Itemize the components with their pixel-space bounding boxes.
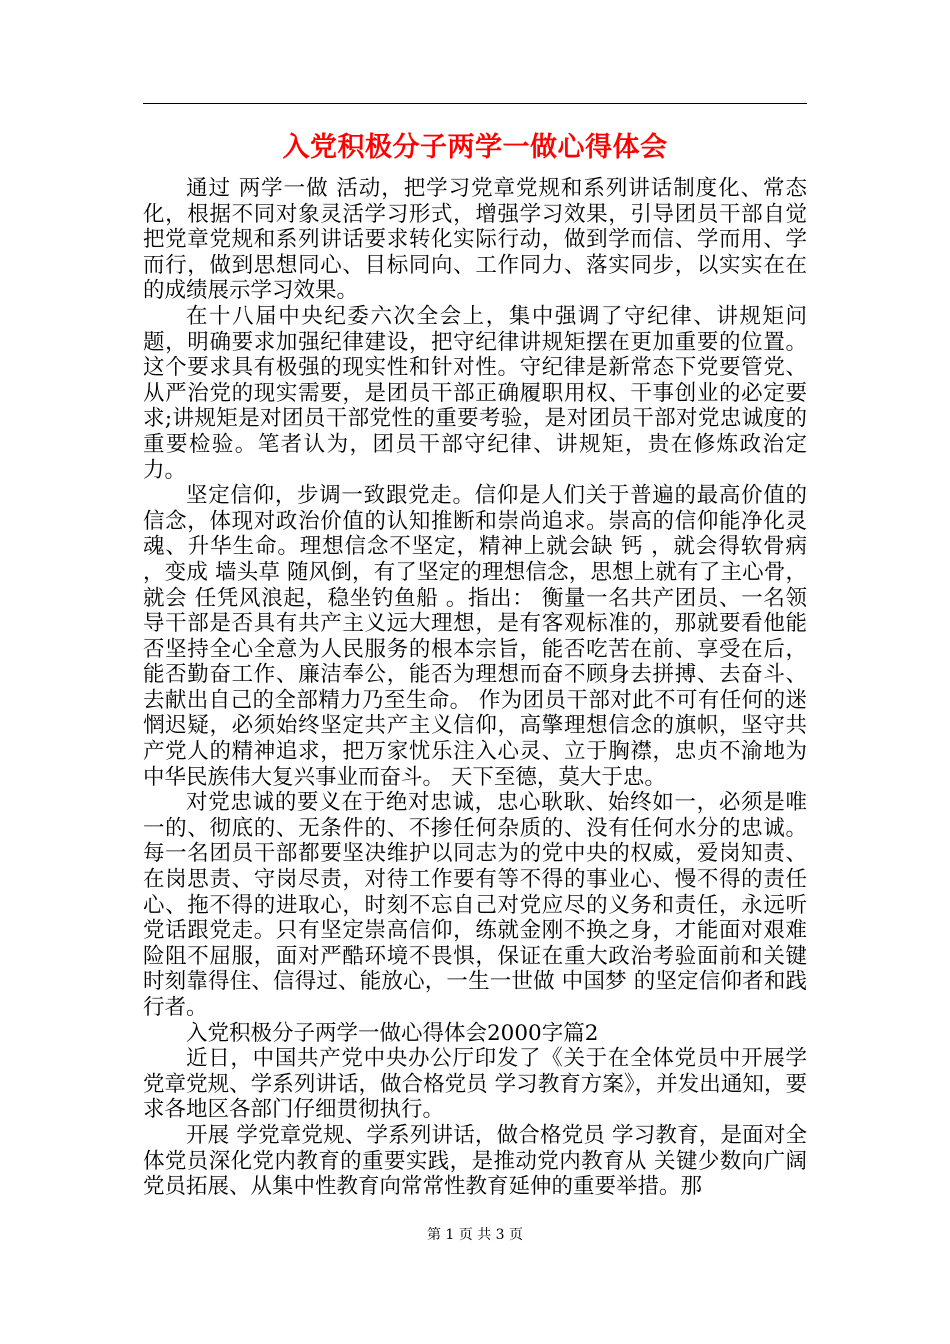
paragraph-1: 通过 两学一做 活动，把学习党章党规和系列讲话制度化、常态化，根据不同对象灵活学习形式，增强学习效果，引导团员干部自觉把党章党规和系列讲话要求转化实际行动，做到学而信、学而用、学而行，做到思想同心、目标同向、工作同力、落实同步，以实实在在的成绩展示学习效果。	[143, 176, 807, 304]
paragraph-4: 对党忠诚的要义在于绝对忠诚，忠心耿耿、始终如一，必须是唯一的、彻底的、无条件的、不掺任何杂质的、没有任何水分的忠诚。每一名团员干部都要坚决维护以同志为的党中央的权威，爱岗知责、在岗思责、守岗尽责，对待工作要有等不得的事业心、慢不得的责任心、拖不得的进取心，时刻不忘自己对党应尽的义务和责任，永远听党话跟党走。只有坚定崇高信仰，练就金刚不换之身，才能面对艰难险阻不屈服，面对严酷环境不畏惧，保证在重大政治考验面前和关键时刻靠得住、信得过、能放心，一生一世做 中国梦 的坚定信仰者和践行者。	[143, 790, 807, 1020]
paragraph-5: 近日，中国共产党中央办公厅印发了《关于在全体党员中开展学党章党规、学系列讲话，做合格党员 学习教育方案》，并发出通知，要求各地区各部门仔细贯彻执行。	[143, 1046, 807, 1123]
header-rule	[143, 103, 807, 104]
paragraph-3: 坚定信仰，步调一致跟党走。信仰是人们关于普遍的最高价值的信念，体现对政治价值的认知推断和崇尚追求。崇高的信仰能净化灵魂、升华生命。理想信念不坚定，精神上就会缺 钙 ，就会得软骨病 ，变成 墙头草 随风倒，有了坚定的理想信念，思想上就有了主心骨，就会 任凭风浪起，稳坐钓鱼船 。指出： 衡量一名共产团员、一名领导干部是否具有共产主义远大理想，是有客观标准的，那就要看他能否坚持全心全意为人民服务的根本宗旨，能否吃苦在前、享受在后，能否勤奋工作、廉洁奉公，能否为理想而奋不顾身去拼搏、去奋斗、去献出自己的全部精力乃至生命。 作为团员干部对此不可有任何的迷惘迟疑，必须始终坚定共产主义信仰，高擎理想信念的旗帜，坚守共产党人的精神追求，把万家忧乐注入心灵、立于胸襟，忠贞不渝地为中华民族伟大复兴事业而奋斗。 天下至德，莫大于忠。	[143, 483, 807, 790]
paragraph-6: 开展 学党章党规、学系列讲话，做合格党员 学习教育，是面对全体党员深化党内教育的重要实践，是推动党内教育从 关键少数向广阔党员拓展、从集中性教育向常常性教育延伸的重要举措。那	[143, 1122, 807, 1200]
document-body	[143, 176, 807, 1200]
section-heading: 入党积极分子两学一做心得体会2000字篇2	[186, 1020, 599, 1046]
paragraph-2: 在十八届中央纪委六次全会上，集中强调了守纪律、讲规矩问题，明确要求加强纪律建设，把守纪律讲规矩摆在更加重要的位置。这个要求具有极强的现实性和针对性。守纪律是新常态下党要管党、从严治党的现实需要，是团员干部正确履职用权、干事创业的必定要求;讲规矩是对团员干部党性的重要考验，是对团员干部对党忠诚度的重要检验。笔者认为，团员干部守纪律、讲规矩，贵在修炼政治定力。	[143, 303, 807, 483]
page-number: 第 1 页 共 3 页	[426, 1227, 524, 1243]
document-title: 入党积极分子两学一做心得体会	[282, 132, 668, 163]
